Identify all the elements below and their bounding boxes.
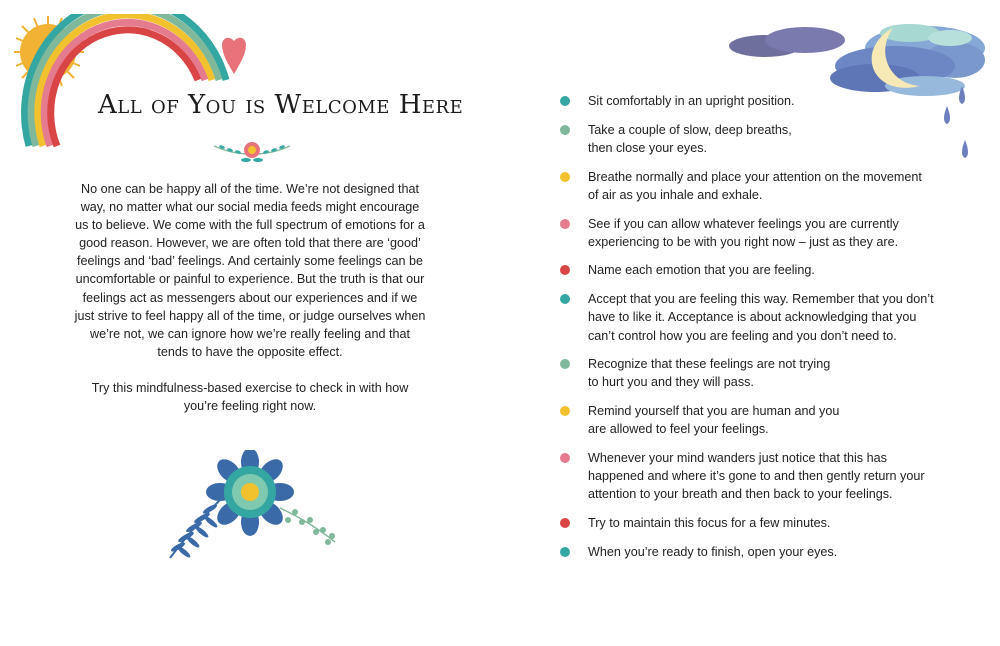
flower-illustration [160,450,345,565]
bullet-dot-icon [560,359,570,369]
flower-icon [206,450,294,536]
fern-icon [170,500,220,559]
step-text: Try to maintain this focus for a few minutes. [588,516,831,531]
intro-text [74,180,426,433]
step-text: Remind yourself that you are human and you are allowed to feel your feelings. [588,404,840,437]
step-text: Name each emotion that you are feeling. [588,263,815,278]
step-text: Take a couple of slow, deep breaths, then close your eyes. [588,122,792,155]
bullet-dot-icon [560,265,570,275]
step-item [560,402,960,438]
step-item [560,355,960,391]
step-item [560,261,960,279]
bullet-dot-icon [560,518,570,528]
bullet-dot-icon [560,219,570,229]
step-text: Breathe normally and place your attention on the movement of air as you inhale and exhale. [588,169,922,202]
step-item [560,514,960,532]
step-item [560,92,960,110]
sprig-icon [212,138,292,164]
step-text: When you’re ready to finish, open your eyes. [588,544,838,559]
step-item [560,121,960,157]
bullet-dot-icon [560,547,570,557]
page-title: All of You is Welcome Here [98,90,464,120]
step-text: Recognize that these feelings are not trying to hurt you and they will pass. [588,357,831,390]
intro-exercise-note: Try this mindfulness-based exercise to check in with how you’re feeling right now. [91,380,409,414]
intro-paragraph: No one can be happy all of the time. We’re not designed that way, no matter what our social media feeds might encourage us to believe. We come with the full spectrum of emotions for a good reason. However, we are often told that there are ‘good’ feelings and ‘bad’ feelings. And certainly some feelings can be uncomfortable or painful to experience. But the truth is that our feelings act as messengers about our experiences and if we just strive to feel happy all of the time, or judge ourselves when we’re not, we can ignore how we’re really feeling and that tends to have the opposite effect. [74,182,426,359]
step-item [560,449,960,504]
step-item [560,168,960,204]
bullet-dot-icon [560,453,570,463]
exercise-steps-list [560,92,960,572]
step-text: Accept that you are feeling this way. Remember that you don’t have to like it. Acceptance is about acknowledging that you can’t control how you are feeling and you don’t need to. [588,292,934,343]
bullet-dot-icon [560,96,570,106]
bullet-dot-icon [560,406,570,416]
bullet-dot-icon [560,294,570,304]
step-text: See if you can allow whatever feelings you are currently experiencing to be with you right now – just as they are. [588,216,899,249]
step-text: Sit comfortably in an upright position. [588,94,795,108]
bullet-dot-icon [560,125,570,135]
step-item [560,215,960,251]
rainbow-arcs [25,14,226,146]
step-item [560,543,960,561]
step-item [560,290,960,345]
step-text: Whenever your mind wanders just notice that this has happened and where it’s gone to and then gently return your attention to your breath and then back to your feelings. [588,451,925,502]
rainbow-illustration [14,14,254,149]
bullet-dot-icon [560,172,570,182]
cloud-icon [729,24,985,96]
leaf-sprig-icon [280,508,335,545]
